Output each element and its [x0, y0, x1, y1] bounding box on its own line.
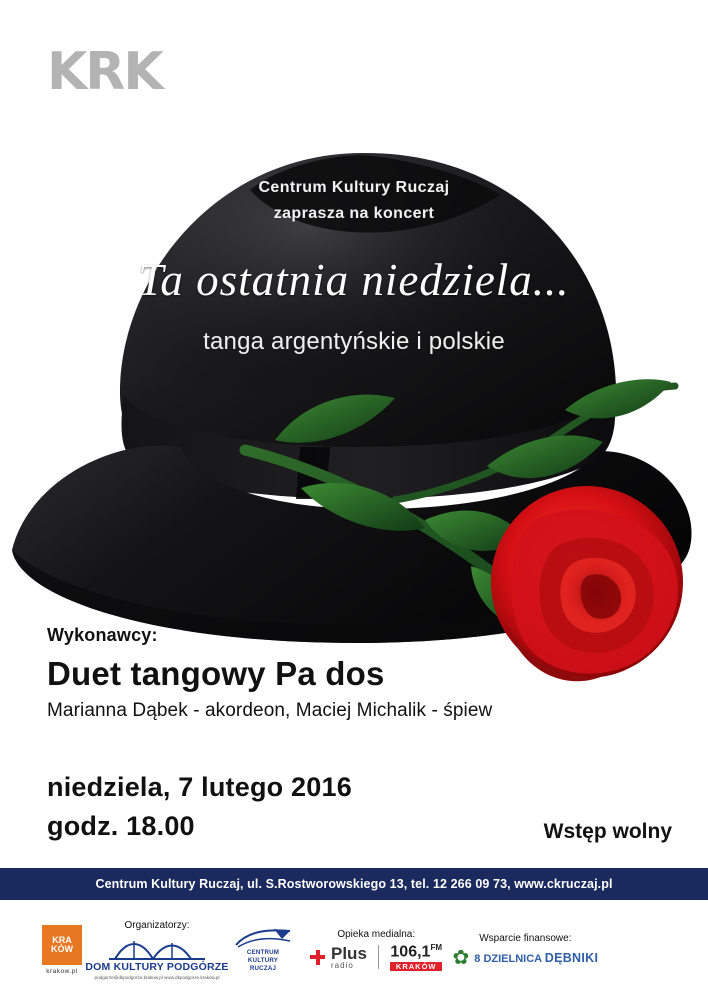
invite-line-2: zaprasza na koncert	[273, 204, 435, 222]
plus-cross-icon	[310, 950, 325, 965]
radio-frequency-value: 106,1	[390, 942, 431, 960]
performers-members: Marianna Dąbek - akordeon, Maciej Michalik - śpiew	[47, 700, 493, 722]
debniki-word: DZIELNICA	[483, 952, 542, 965]
ckr-logo	[226, 927, 300, 972]
krk-logo	[47, 42, 227, 102]
date-block	[47, 768, 352, 846]
debniki-number: 8	[474, 952, 481, 965]
debniki-name: DĘBNIKI	[544, 950, 599, 965]
poster-subtitle: tanga argentyńskie i polskie	[203, 328, 505, 356]
radio-city: KRAKÓW	[390, 962, 443, 972]
media-caption: Opieka medialna:	[337, 928, 416, 940]
organizers-caption: Organizatorzy:	[124, 920, 190, 931]
support-caption: Wsparcie finansowe:	[479, 932, 572, 944]
krk-logo-text: KRK	[47, 42, 162, 102]
performers-name: Duet tangowy Pa dos	[47, 655, 385, 692]
radio-frequency-logo	[390, 944, 443, 972]
debniki-district-logo	[452, 948, 598, 968]
media-group	[310, 929, 442, 972]
plus-radio-logo	[310, 944, 442, 972]
dom-kultury-podgorze-logo	[85, 935, 229, 980]
date-line-2: godz. 18.00	[47, 811, 195, 842]
poster-title: Ta ostatnia niedziela...	[138, 255, 570, 306]
contact-bar	[0, 868, 708, 900]
leaf-icon: ✿	[452, 946, 470, 969]
plus-radio-sub: radio	[331, 960, 354, 970]
invite-line-1: Centrum Kultury Ruczaj	[258, 179, 450, 196]
performers-label: Wykonawcy:	[47, 625, 158, 645]
krakow-square-mark	[42, 925, 82, 965]
ckr-line-2: KULTURY	[247, 957, 279, 965]
krakow-city-logo	[36, 925, 88, 975]
krakow-caption: krakow.pl	[46, 968, 78, 975]
free-entry-label: Wstęp wolny	[543, 820, 672, 843]
ckr-line-3: RUCZAJ	[249, 964, 277, 972]
date-line-1: niedziela, 7 lutego 2016	[47, 772, 352, 802]
contact-bar-text: Centrum Kultury Ruczaj, ul. S.Rostworowskiego 13, tel. 12 266 09 73, www.ckruczaj.pl	[95, 877, 613, 891]
ckr-line-1: CENTRUM	[246, 949, 280, 957]
krakow-line-1: KRA	[52, 934, 72, 945]
logo-divider	[378, 945, 379, 969]
performers-block	[47, 625, 667, 722]
plus-radio-name	[331, 945, 367, 970]
radio-fm-label: FM	[430, 942, 442, 952]
organizers-group	[85, 920, 229, 980]
bridge-icon	[107, 935, 207, 961]
debniki-text	[474, 949, 598, 967]
ckr-mark-icon	[234, 927, 292, 949]
podgorze-name: DOM KULTURY PODGÓRZE	[85, 961, 229, 973]
podgorze-contact: podgorze@dkpodgorze.krakow.pl www.dkpodgorze.krakow.pl	[94, 975, 220, 980]
radio-frequency	[390, 944, 442, 960]
krakow-line-2: KÓW	[51, 944, 73, 954]
footer-logos	[0, 900, 708, 1000]
debniki-top-line	[474, 953, 545, 965]
support-group	[452, 933, 598, 968]
plus-radio-name-text: Plus	[331, 943, 367, 963]
